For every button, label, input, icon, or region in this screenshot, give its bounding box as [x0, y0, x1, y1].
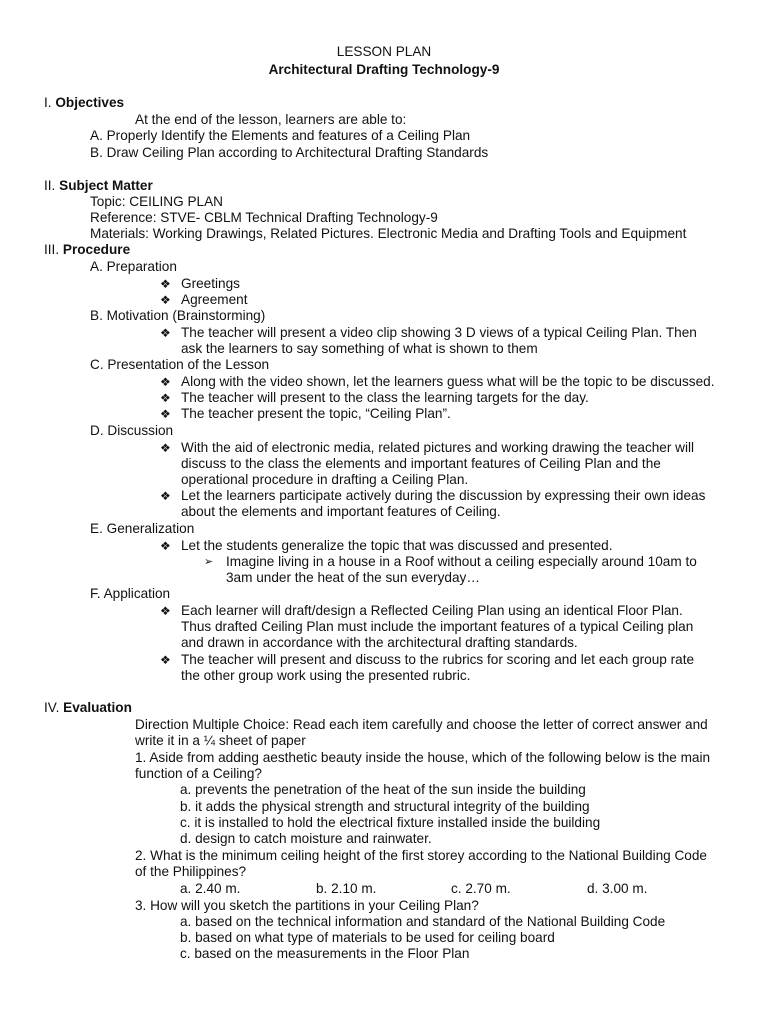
subject-reference: Reference: STVE- CBLM Technical Drafting Technology-9 [90, 210, 438, 225]
question-3: 3. How will you sketch the partitions in your Ceiling Plan? [135, 898, 479, 913]
list-item: Along with the video shown, let the learners guess what will be the topic to be discussed. [181, 374, 715, 389]
answer-choice: b. it adds the physical strength and structural integrity of the building [180, 799, 590, 814]
question-1: 1. Aside from adding aesthetic beauty inside the house, which of the following below is the main [135, 750, 711, 765]
list-item-continuation: ask the learners to say something of what is shown to them [181, 341, 538, 356]
evaluation-direction: Direction Multiple Choice: Read each item carefully and choose the letter of correct answer and [135, 717, 708, 732]
subject-topic: Topic: CEILING PLAN [90, 194, 223, 209]
answer-choice: c. 2.70 m. [451, 881, 511, 896]
arrow-bullet-icon: ➢ [204, 556, 214, 568]
list-item: With the aid of electronic media, related pictures and working drawing the teacher will [181, 440, 695, 455]
bullet-icon: ❖ [160, 326, 171, 340]
list-item-continuation: discuss to the class the elements and important features of Ceiling Plan and the [181, 456, 661, 471]
objective-item: A. Properly Identify the Elements and features of a Ceiling Plan [90, 128, 471, 143]
list-item-continuation: Thus drafted Ceiling Plan must include the important features of a typical Ceiling plan [181, 619, 694, 634]
sub-list-item: Imagine living in a house in a Roof without a ceiling especially around 10am to [226, 554, 697, 569]
question-2-continuation: of the Philippines? [135, 864, 247, 879]
list-item: Greetings [181, 276, 240, 291]
answer-choice: a. based on the technical information and standard of the National Building Code [180, 914, 666, 929]
answer-choice: c. it is installed to hold the electrical fixture installed inside the building [180, 815, 601, 830]
question-2: 2. What is the minimum ceiling height of the first storey according to the National Building Code [135, 848, 707, 863]
bullet-icon: ❖ [160, 293, 171, 307]
question-1-continuation: function of a Ceiling? [135, 766, 262, 781]
bullet-icon: ❖ [160, 441, 171, 455]
procedure-discussion-label: D. Discussion [90, 423, 174, 438]
list-item: Agreement [181, 292, 248, 307]
evaluation-heading: IV. Evaluation [44, 700, 132, 715]
list-item: Let the learners participate actively during the discussion by expressing their own ideas [181, 488, 706, 503]
list-item: Each learner will draft/design a Reflected Ceiling Plan using an identical Floor Plan. [181, 603, 683, 618]
list-item-continuation: about the elements and important features of Ceiling. [181, 504, 501, 519]
answer-choice: d. 3.00 m. [587, 881, 648, 896]
bullet-icon: ❖ [160, 391, 171, 405]
procedure-presentation-label: C. Presentation of the Lesson [90, 357, 270, 372]
list-item: The teacher will present and discuss to the rubrics for scoring and let each group rate [181, 652, 695, 667]
bullet-icon: ❖ [160, 539, 171, 553]
subject-matter-heading: II. Subject Matter [44, 178, 153, 193]
list-item: The teacher will present a video clip showing 3 D views of a typical Ceiling Plan. Then [181, 325, 697, 340]
evaluation-direction-continuation: write it in a ¼ sheet of paper [135, 733, 306, 748]
subject-materials: Materials: Working Drawings, Related Pictures. Electronic Media and Drafting Tools and Equipment [90, 226, 687, 241]
answer-choice: a. prevents the penetration of the heat of the sun inside the building [180, 782, 586, 797]
procedure-generalization-label: E. Generalization [90, 521, 195, 536]
answer-choice: c. based on the measurements in the Floor Plan [180, 946, 470, 961]
document-subtitle: Architectural Drafting Technology-9 [268, 62, 500, 77]
procedure-application-label: F. Application [90, 586, 171, 601]
bullet-icon: ❖ [160, 375, 171, 389]
bullet-icon: ❖ [160, 277, 171, 291]
bullet-icon: ❖ [160, 604, 171, 618]
answer-choice: b. based on what type of materials to be used for ceiling board [180, 930, 555, 945]
document-title: LESSON PLAN [336, 44, 432, 59]
objectives-intro: At the end of the lesson, learners are able to: [135, 112, 407, 127]
list-item: Let the students generalize the topic that was discussed and presented. [181, 538, 613, 553]
objectives-heading: I. Objectives [44, 95, 125, 110]
sub-list-item-continuation: 3am under the heat of the sun everyday… [226, 570, 480, 585]
list-item-continuation: the other group work using the presented rubric. [181, 668, 471, 683]
answer-choice: d. design to catch moisture and rainwater. [180, 831, 432, 846]
answer-choice: a. 2.40 m. [180, 881, 241, 896]
list-item: The teacher present the topic, “Ceiling Plan”. [181, 406, 451, 421]
bullet-icon: ❖ [160, 653, 171, 667]
list-item: The teacher will present to the class the learning targets for the day. [181, 390, 589, 405]
list-item-continuation: operational procedure in drafting a Ceiling Plan. [181, 472, 469, 487]
procedure-preparation-label: A. Preparation [90, 259, 177, 274]
procedure-motivation-label: B. Motivation (Brainstorming) [90, 308, 266, 323]
answer-choice: b. 2.10 m. [316, 881, 377, 896]
objective-item: B. Draw Ceiling Plan according to Architectural Drafting Standards [90, 145, 489, 160]
bullet-icon: ❖ [160, 407, 171, 421]
list-item-continuation: and drawn in accordance with the architectural drafting standards. [181, 635, 578, 650]
procedure-heading: III. Procedure [44, 242, 131, 257]
bullet-icon: ❖ [160, 489, 171, 503]
